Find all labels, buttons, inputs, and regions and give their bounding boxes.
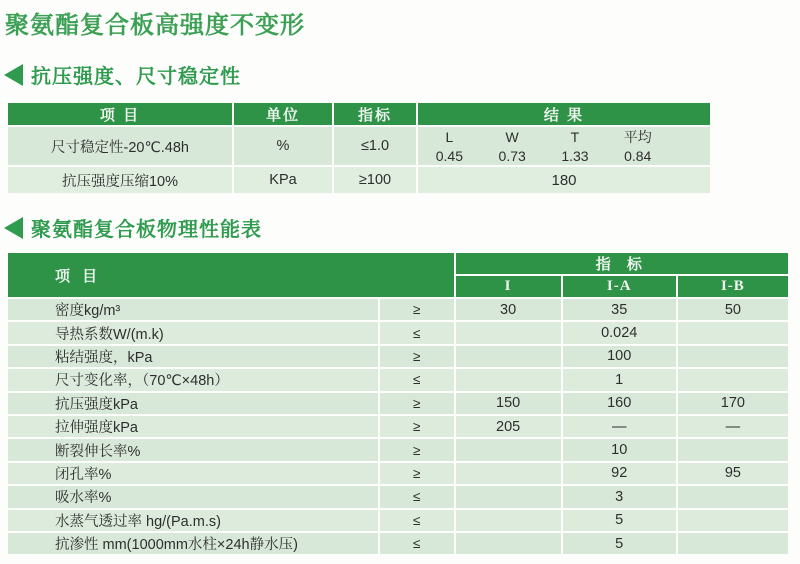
dimension-stability-table (6, 101, 712, 195)
operator-cell: ≤ (380, 486, 454, 507)
result-sub-col (544, 128, 607, 164)
value-cell-1a: 160 (563, 393, 676, 414)
sub-label: W (505, 129, 519, 146)
value-cell-1: 150 (456, 393, 561, 414)
sub-value: 1.33 (561, 147, 589, 164)
table-row (8, 486, 788, 507)
sub-value: 0.84 (624, 147, 652, 164)
value-cell-1b (678, 533, 788, 554)
operator-cell: ≥ (380, 439, 454, 460)
value-cell-1 (456, 369, 561, 390)
operator-cell: ≤ (380, 510, 454, 531)
col-header-grade-1: I (456, 276, 561, 297)
item-cell: 尺寸稳定性-20℃.48h (8, 127, 232, 165)
item-cell: 粘结强度，kPa (8, 346, 378, 367)
index-cell: ≤1.0 (334, 127, 416, 165)
result-sub-col (481, 128, 544, 164)
item-cell: 吸水率% (8, 486, 378, 507)
value-cell-1a: 35 (563, 299, 676, 320)
item-cell: 尺寸变化率，（70℃×48h） (8, 369, 378, 390)
value-cell-1 (456, 322, 561, 343)
col-header-index-group: 指 标 (456, 253, 788, 274)
value-cell-1b: — (678, 416, 788, 437)
index-cell: ≥100 (334, 167, 416, 193)
value-cell-1b: 95 (678, 463, 788, 484)
sub-value: 0.73 (498, 147, 526, 164)
value-cell-1: 30 (456, 299, 561, 320)
unit-cell: % (234, 127, 332, 165)
col-header-grade-1b: I-B (678, 276, 788, 297)
value-cell-1 (456, 486, 561, 507)
section-header-strength-stability (4, 60, 241, 89)
sub-label: L (445, 129, 454, 146)
value-cell-1b (678, 439, 788, 460)
value-cell-1a: 0.024 (563, 322, 676, 343)
value-cell-1b (678, 322, 788, 343)
value-cell-1b: 50 (678, 299, 788, 320)
operator-cell: ≤ (380, 369, 454, 390)
value-cell-1a: 5 (563, 510, 676, 531)
result-cell (418, 127, 710, 165)
value-cell-1b: 170 (678, 393, 788, 414)
table-row (8, 510, 788, 531)
value-cell-1 (456, 439, 561, 460)
section-title: 聚氨酯复合板物理性能表 (31, 219, 262, 241)
value-cell-1: 205 (456, 416, 561, 437)
sub-label: 平均 (623, 129, 652, 146)
table-row (8, 533, 788, 554)
value-cell-1a: 3 (563, 486, 676, 507)
table-row (8, 393, 788, 414)
result-subtable (418, 128, 669, 164)
result-sub-col (418, 128, 481, 164)
col-header-item: 项 目 (8, 253, 454, 297)
value-cell-1b (678, 369, 788, 390)
table-row (8, 439, 788, 460)
operator-cell: ≥ (380, 416, 454, 437)
item-cell: 抗压强度kPa (8, 393, 378, 414)
operator-cell: ≥ (380, 393, 454, 414)
sub-value: 0.45 (435, 147, 463, 164)
table-row (8, 463, 788, 484)
sub-label: T (570, 129, 580, 146)
table-row (8, 167, 710, 193)
section-header-physical-properties (4, 213, 262, 242)
table-row (8, 346, 788, 367)
table-row (8, 369, 788, 390)
page-title: 聚氨酯复合板高强度不变形 (5, 12, 305, 39)
value-cell-1 (456, 463, 561, 484)
value-cell-1a: 92 (563, 463, 676, 484)
table-row (8, 416, 788, 437)
value-cell-1b (678, 346, 788, 367)
value-cell-1a: 10 (563, 439, 676, 460)
col-header-unit: 单位 (234, 103, 332, 125)
result-sub-col (606, 128, 669, 164)
item-cell: 闭孔率% (8, 463, 378, 484)
operator-cell: ≥ (380, 346, 454, 367)
unit-cell: KPa (234, 167, 332, 193)
table-header-row (8, 253, 788, 274)
operator-cell: ≤ (380, 322, 454, 343)
value-cell-1a: — (563, 416, 676, 437)
item-cell: 断裂伸长率% (8, 439, 378, 460)
value-cell-1 (456, 533, 561, 554)
triangle-left-icon (4, 217, 23, 239)
operator-cell: ≥ (380, 463, 454, 484)
table-row (8, 299, 788, 320)
table-row (8, 322, 788, 343)
physical-properties-table (6, 251, 790, 556)
item-cell: 拉伸强度kPa (8, 416, 378, 437)
result-cell: 180 (418, 167, 710, 193)
triangle-left-icon (4, 64, 23, 86)
col-header-index: 指标 (334, 103, 416, 125)
item-cell: 密度kg/m³ (8, 299, 378, 320)
col-header-grade-1a: I-A (563, 276, 676, 297)
value-cell-1 (456, 510, 561, 531)
item-cell: 水蒸气透过率 hg/(Pa.m.s) (8, 510, 378, 531)
value-cell-1b (678, 486, 788, 507)
item-cell: 抗渗性 mm(1000mm水柱×24h静水压) (8, 533, 378, 554)
operator-cell: ≥ (380, 299, 454, 320)
value-cell-1a: 100 (563, 346, 676, 367)
table-row (8, 127, 710, 165)
item-cell: 抗压强度压缩10% (8, 167, 232, 193)
col-header-item: 项 目 (8, 103, 232, 125)
col-header-result: 结 果 (418, 103, 710, 125)
table-header-row (8, 103, 710, 125)
operator-cell: ≤ (380, 533, 454, 554)
value-cell-1a: 5 (563, 533, 676, 554)
value-cell-1 (456, 346, 561, 367)
item-cell: 导热系数W/(m.k) (8, 322, 378, 343)
value-cell-1b (678, 510, 788, 531)
section-title: 抗压强度、尺寸稳定性 (31, 66, 241, 88)
value-cell-1a: 1 (563, 369, 676, 390)
